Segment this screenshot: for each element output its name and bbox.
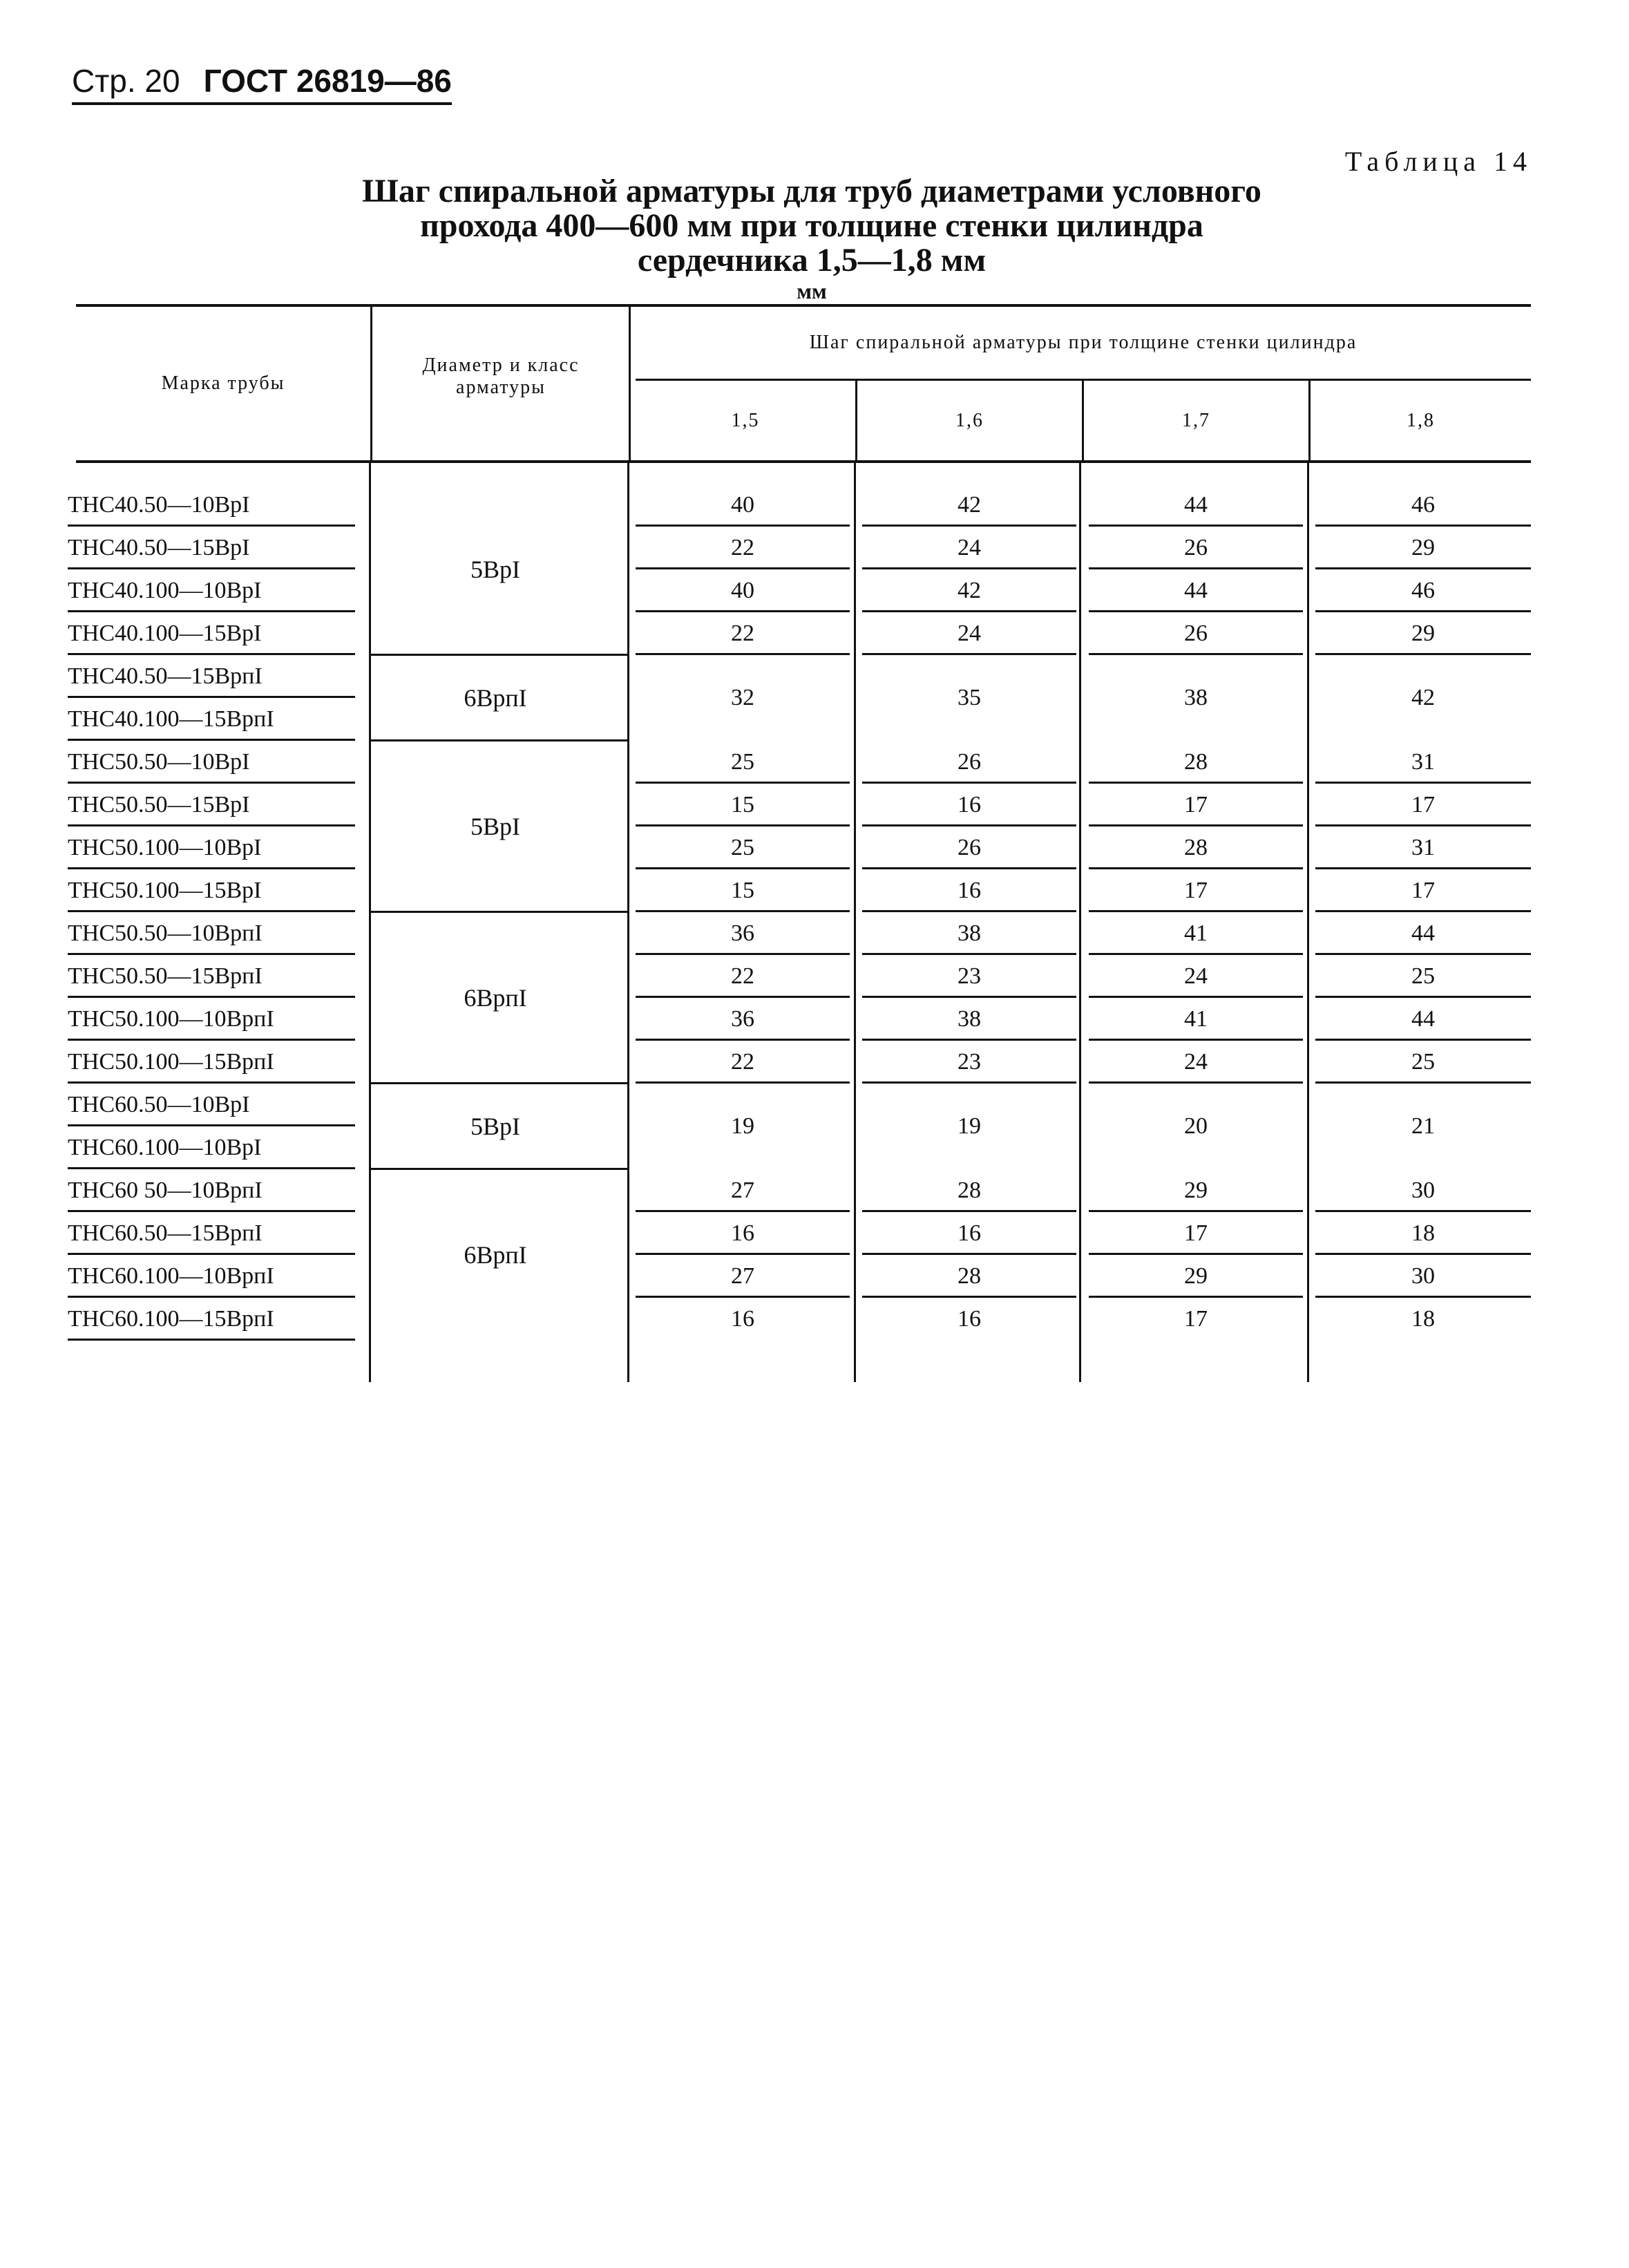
step-value-cell: 17 <box>1315 869 1531 912</box>
step-value-cell: 44 <box>1315 998 1531 1041</box>
pipe-mark: ТНС50.50—15ВрI <box>68 784 355 826</box>
merged-value-cell: 20 <box>1184 1113 1208 1139</box>
pipe-mark: ТНС40.50—10ВрI <box>68 484 355 527</box>
step-value-cell: 17 <box>1089 784 1303 826</box>
step-value-cell: 22 <box>636 527 850 569</box>
header-thickness-4: 1,8 <box>1407 409 1435 431</box>
table-row <box>0 826 1629 869</box>
group-diameter: 6ВрпI <box>464 684 527 712</box>
step-value-cell: 26 <box>862 741 1076 784</box>
step-value-cell: 36 <box>636 998 850 1041</box>
pipe-mark: ТНС40.100—15ВрпI <box>68 698 355 741</box>
step-value-cell: 22 <box>636 1041 850 1084</box>
step-value-cell: 36 <box>636 912 850 955</box>
step-value-cell: 15 <box>636 784 850 826</box>
step-value-cell: 44 <box>1315 912 1531 955</box>
step-value-cell: 38 <box>862 998 1076 1041</box>
pipe-mark: ТНС60.100—10ВрI <box>68 1126 355 1169</box>
title-line-1: Шаг спиральной арматуры для труб диаметрами условного <box>362 173 1261 209</box>
table-title <box>304 174 1320 304</box>
step-value-cell: 46 <box>1315 569 1531 612</box>
table-row <box>0 569 1629 612</box>
step-value-cell: 24 <box>1089 955 1303 998</box>
merged-value-cell: 19 <box>958 1113 981 1139</box>
pipe-mark: ТНС60.100—10ВрпI <box>68 1255 355 1298</box>
step-value-cell: 22 <box>636 955 850 998</box>
table-row <box>0 1255 1629 1298</box>
step-value-cell: 41 <box>1089 912 1303 955</box>
title-line-3: сердечника 1,5—1,8 мм <box>637 242 987 278</box>
table-row <box>0 784 1629 826</box>
table-row <box>0 912 1629 955</box>
table-row <box>0 484 1629 527</box>
step-value-cell: 25 <box>636 826 850 869</box>
group-diameter: 6ВрпI <box>464 984 527 1012</box>
table-row <box>0 698 1629 741</box>
step-value-cell: 30 <box>1315 1169 1531 1212</box>
step-value-cell: 26 <box>862 826 1076 869</box>
step-value-cell: 16 <box>862 1212 1076 1255</box>
pipe-mark: ТНС40.100—15ВрI <box>68 612 355 655</box>
table-row <box>0 655 1629 698</box>
table-row <box>0 998 1629 1041</box>
pipe-mark: ТНС50.100—10ВрI <box>68 826 355 869</box>
pipe-mark: ТНС50.50—15ВрпI <box>68 955 355 998</box>
table-row <box>0 869 1629 912</box>
step-value-cell: 44 <box>1089 484 1303 527</box>
step-value-cell: 28 <box>1089 741 1303 784</box>
pipe-mark: ТНС60.50—15ВрпI <box>68 1212 355 1255</box>
step-value-cell: 17 <box>1315 784 1531 826</box>
step-value-cell: 17 <box>1184 1306 1208 1332</box>
step-value-cell: 25 <box>1315 1041 1531 1084</box>
step-value-cell: 17 <box>1089 1212 1303 1255</box>
step-value-cell: 16 <box>862 869 1076 912</box>
pipe-mark: ТНС60 50—10ВрпI <box>68 1169 355 1212</box>
page-number: Стр. 20 <box>72 63 180 99</box>
table-row <box>0 1126 1629 1169</box>
pipe-mark: ТНС60.50—10ВрI <box>68 1084 355 1126</box>
step-value-cell: 40 <box>636 484 850 527</box>
step-value-cell: 28 <box>862 1169 1076 1212</box>
merged-value-cell: 32 <box>731 685 754 710</box>
pipe-mark: ТНС50.100—15ВрпI <box>68 1041 355 1084</box>
step-value-cell: 23 <box>862 1041 1076 1084</box>
header-thickness-2: 1,6 <box>955 409 984 431</box>
table-row <box>0 527 1629 569</box>
table-row <box>0 1041 1629 1084</box>
merged-value-cell: 21 <box>1411 1113 1435 1139</box>
step-value-cell: 46 <box>1315 484 1531 527</box>
step-value-cell: 16 <box>958 1306 981 1332</box>
step-value-cell: 18 <box>1315 1212 1531 1255</box>
table-row <box>0 741 1629 784</box>
group-diameter: 5ВрI <box>470 813 520 840</box>
step-value-cell: 29 <box>1089 1169 1303 1212</box>
step-value-cell: 16 <box>731 1306 754 1332</box>
step-value-cell: 28 <box>1089 826 1303 869</box>
table-number: Таблица 14 <box>1344 146 1532 177</box>
step-value-cell: 31 <box>1315 741 1531 784</box>
merged-value-cell: 35 <box>958 685 981 710</box>
step-value-cell: 29 <box>1315 527 1531 569</box>
step-value-cell: 18 <box>1411 1306 1435 1332</box>
step-value-cell: 44 <box>1089 569 1303 612</box>
header-thickness-1: 1,5 <box>731 409 760 431</box>
pipe-mark: ТНС50.100—10ВрпI <box>68 998 355 1041</box>
step-value-cell: 41 <box>1089 998 1303 1041</box>
table-row <box>0 1298 1629 1341</box>
group-diameter: 5ВрI <box>470 556 520 583</box>
step-value-cell: 27 <box>636 1169 850 1212</box>
step-value-cell: 17 <box>1089 869 1303 912</box>
table-row <box>0 612 1629 655</box>
header-bottom-rule <box>76 460 1531 463</box>
step-value-cell: 25 <box>1315 955 1531 998</box>
page-header <box>72 48 452 105</box>
step-value-cell: 23 <box>862 955 1076 998</box>
group-diameter: 6ВрпI <box>464 1241 527 1269</box>
header-mark: Марка трубы <box>161 372 285 394</box>
step-value-cell: 16 <box>862 784 1076 826</box>
step-value-cell: 15 <box>636 869 850 912</box>
table-row <box>0 955 1629 998</box>
step-value-cell: 40 <box>636 569 850 612</box>
step-value-cell: 24 <box>862 612 1076 655</box>
step-value-cell: 30 <box>1315 1255 1531 1298</box>
document-code: ГОСТ 26819—86 <box>203 63 452 99</box>
pipe-mark: ТНС50.100—15ВрI <box>68 869 355 912</box>
header-divider-1 <box>370 307 372 460</box>
step-value-cell: 24 <box>862 527 1076 569</box>
title-unit: мм <box>797 278 827 303</box>
step-value-cell: 42 <box>862 484 1076 527</box>
step-value-cell: 27 <box>636 1255 850 1298</box>
pipe-mark: ТНС50.50—10ВрI <box>68 741 355 784</box>
step-value-cell: 28 <box>862 1255 1076 1298</box>
step-value-cell: 16 <box>636 1212 850 1255</box>
table-row <box>0 1212 1629 1255</box>
pipe-mark: ТНС40.50—15ВрI <box>68 527 355 569</box>
header-thickness-group: Шаг спиральной арматуры при толщине стенки цилиндра <box>809 332 1358 353</box>
step-value-cell: 42 <box>862 569 1076 612</box>
header-diameter: Диаметр и класс арматуры <box>422 355 580 398</box>
step-value-cell: 25 <box>636 741 850 784</box>
title-line-2: прохода 400—600 мм при толщине стенки цилиндра <box>420 207 1203 244</box>
merged-value-cell: 42 <box>1411 685 1435 710</box>
step-value-cell: 26 <box>1089 527 1303 569</box>
pipe-mark: ТНС50.50—10ВрпI <box>68 912 355 955</box>
merged-value-cell: 38 <box>1184 685 1208 710</box>
step-value-cell: 29 <box>1089 1255 1303 1298</box>
step-value-cell: 31 <box>1315 826 1531 869</box>
table-row <box>0 1169 1629 1212</box>
header-thickness-3: 1,7 <box>1182 409 1210 431</box>
merged-value-cell: 19 <box>731 1113 754 1139</box>
pipe-mark: ТНС40.50—15ВрпI <box>68 655 355 698</box>
pipe-mark: ТНС40.100—10ВрI <box>68 569 355 612</box>
pipe-mark: ТНС60.100—15ВрпI <box>68 1298 355 1341</box>
step-value-cell: 24 <box>1089 1041 1303 1084</box>
header-divider-2 <box>629 307 631 460</box>
group-diameter: 5ВрI <box>470 1113 520 1140</box>
step-value-cell: 29 <box>1315 612 1531 655</box>
step-value-cell: 22 <box>636 612 850 655</box>
step-value-cell: 38 <box>862 912 1076 955</box>
step-value-cell: 26 <box>1089 612 1303 655</box>
table-row <box>0 1084 1629 1126</box>
